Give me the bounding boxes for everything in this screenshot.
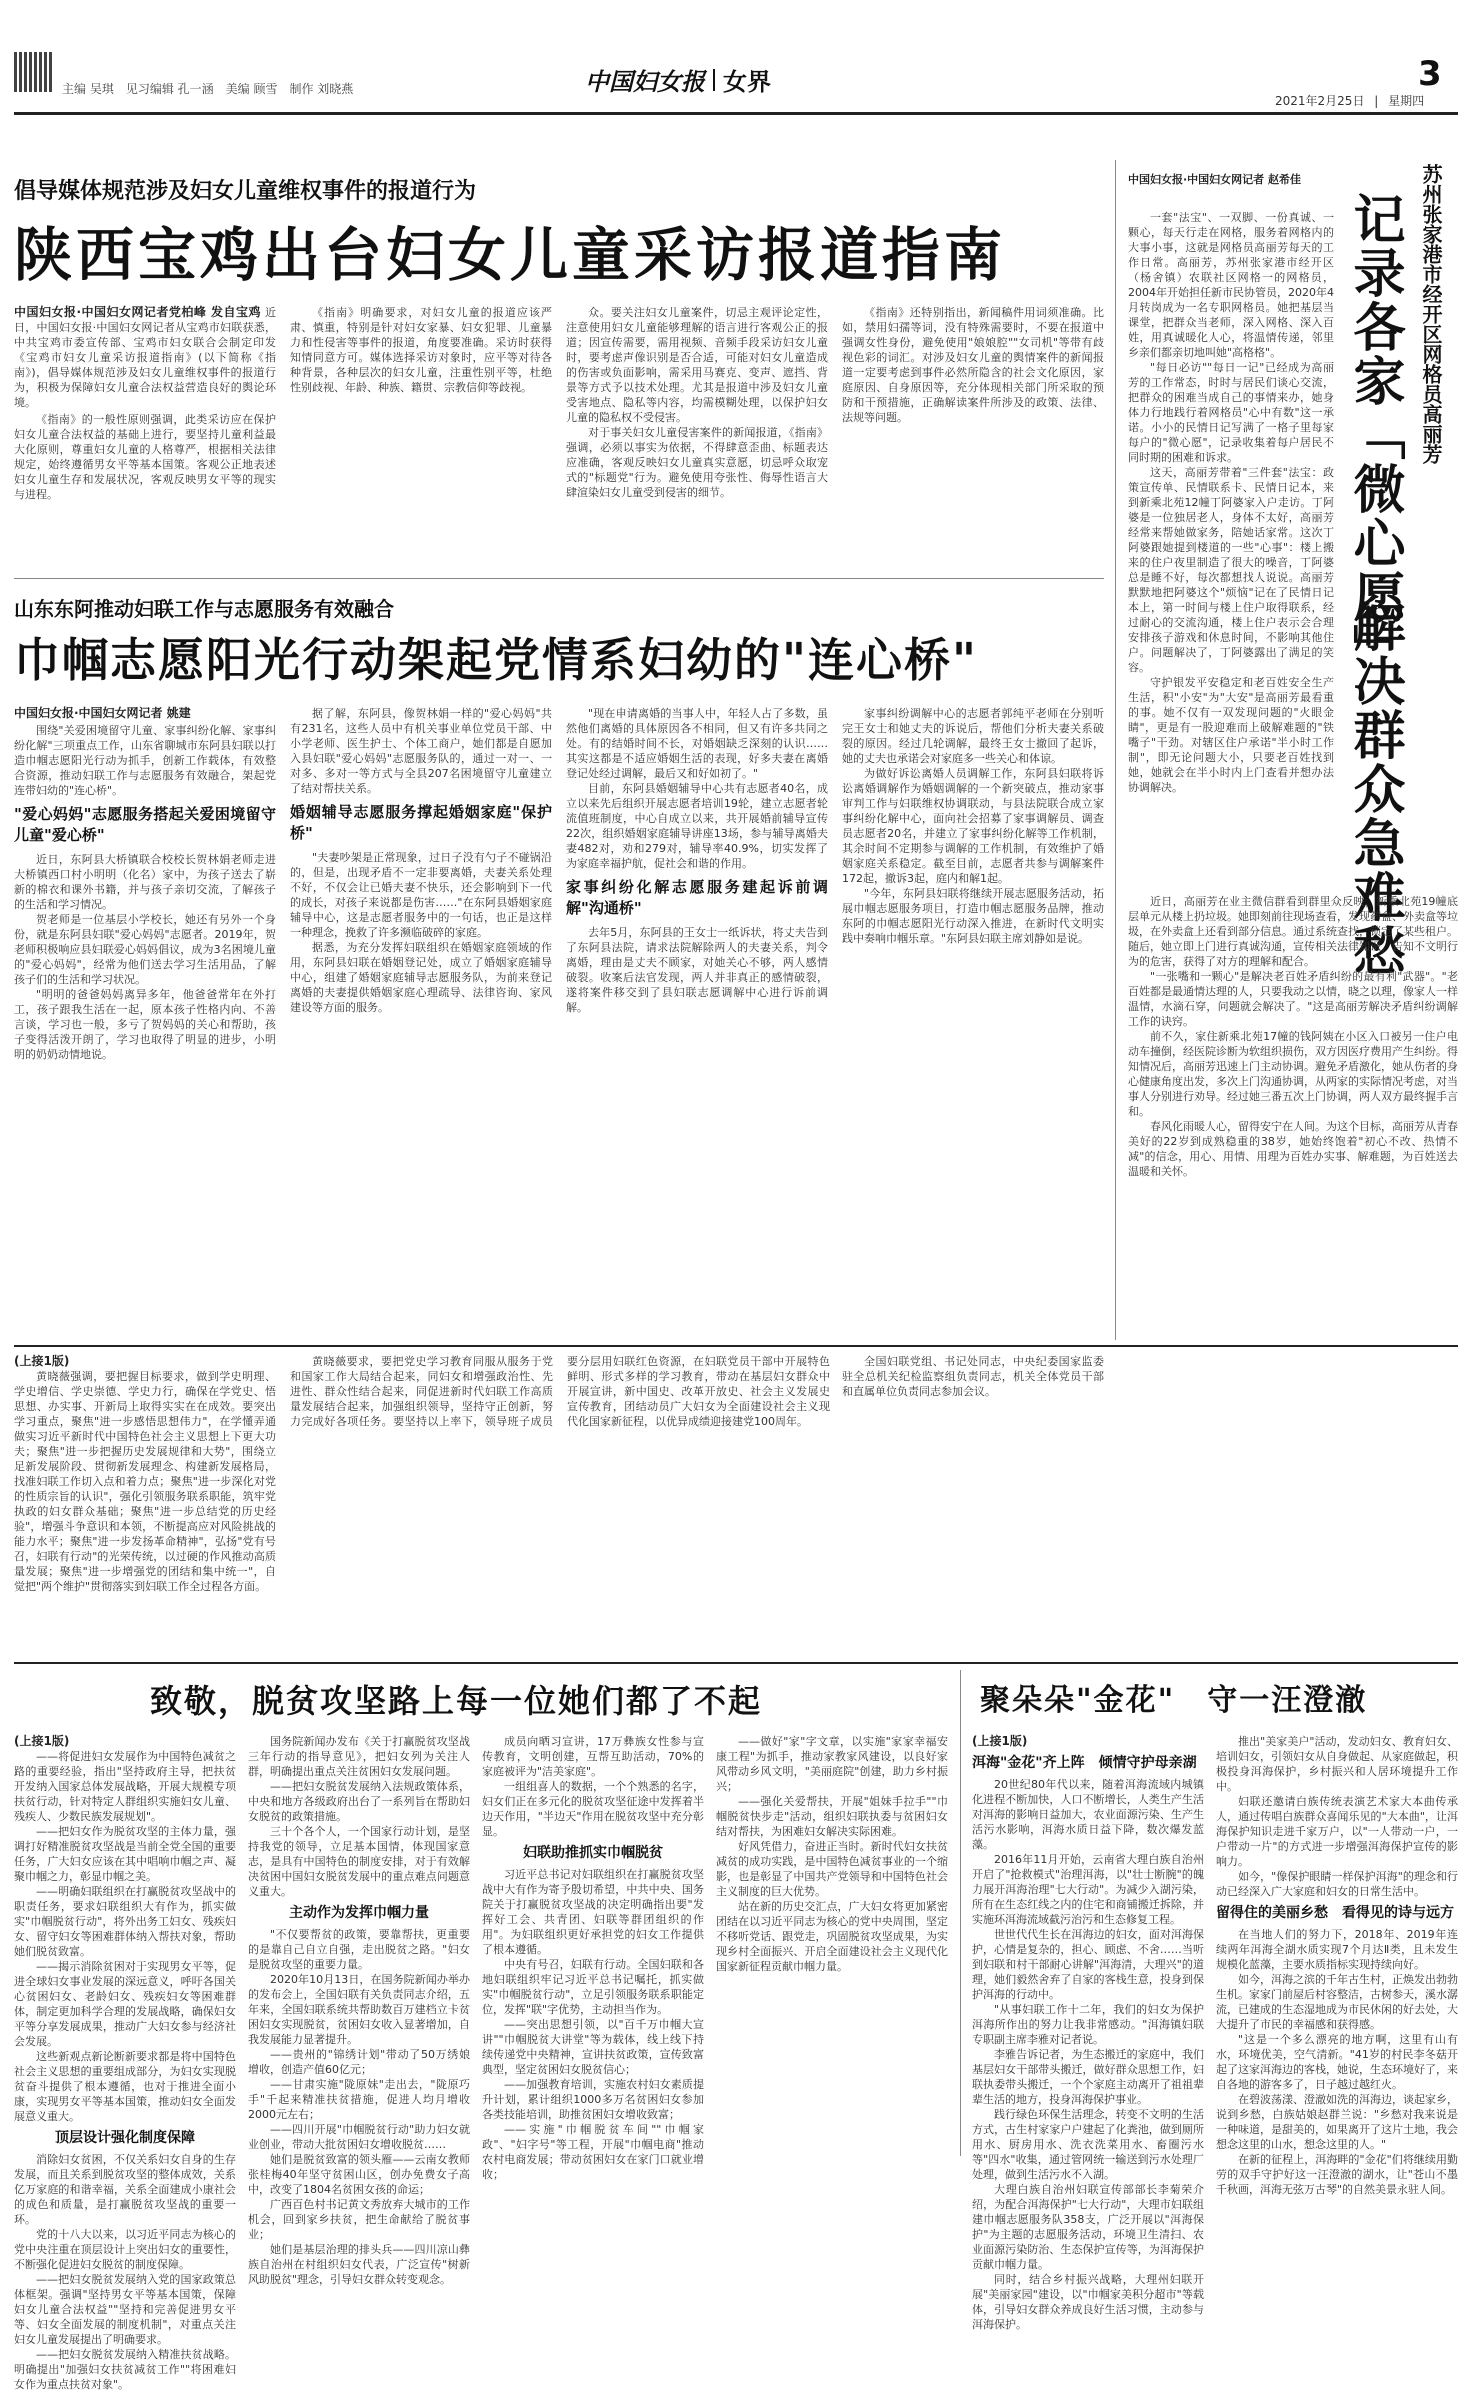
article1-col1 (14, 305, 276, 567)
sidebar-p2: "每日必访""每日一记"已经成为高丽芳的工作常态，时时与居民们谈心交流，把群众的困难当成自己的事情来办，她身体力行地践行着网格员"心中有数"这一承诺。小小的民情日记写满了一格子里每家每户的"微心愿"，记录收集着每户居民不同时期的困难和诉求。 (1128, 361, 1334, 464)
article1-kicker: 倡导媒体规范涉及妇女儿童维权事件的报道行为 (14, 179, 477, 204)
article4-p16: 在新的征程上，洱海畔的"金花"们将继续用勤劳的双手守护好这一汪澄澈的湖水，让"苍山不墨千秋画，洱海无弦万古琴"的自然美景永驻人间。 (1216, 2153, 1458, 2196)
article2-sub1: "爱心妈妈"志愿服务搭起关爱困境留守儿童"爱心桥" (14, 805, 276, 844)
article2-p5: 据了解，东阿县，像贺林娟一样的"爱心妈妈"共有231名，这些人员中有机关事业单位党员干部、中小学老师、医生护士、个体工商户，她们都是自愿加入县妇联"爱心妈妈"志愿服务队的，通过一对一、一对多、多对一等方式与全县207名困境留守儿童建立了结对帮扶关系。 (290, 707, 552, 795)
article4-p15: 在碧波荡漾、澄澈如洗的洱海边，谈起家乡，说到乡愁，白族姑娘赵群兰说："乡愁对我来说是一种味道，是甜美的，如果离开了这片土地，我会想念这里的山水，想念这里的人。" (1216, 2093, 1458, 2151)
sidebar-rule (1115, 160, 1116, 1340)
article2-p11: 家事纠纷调解中心的志愿者郭纯平老师在分别听完王女士和她丈夫的诉说后，帮他们分析夫妻关系破裂的原因。经过几轮调解，最终王女士撤回了起诉，她的丈夫也承诺会对家庭多一些关心和体谅。 (842, 707, 1104, 765)
article2-p12: 为做好诉讼离婚人员调解工作，东阿县妇联将诉讼离婚调解作为婚姻调解的一个新突破点，推动家事审判工作与妇联维权协调联动，与县法院联合成立家事纠纷化解中心，面向社会招募了家事调解员、调查员志愿者20名，并建立了家事纠纷化解等工作机制，其余时间不定期参与调解的工作机制，有效维护了婚姻家庭关系稳定。截至目前，志愿者共参与调解案件172起，撤诉3起，庭内和解1起。 (842, 767, 1104, 885)
article3-p27: ——实施"巾帼脱贫车间""巾帼家政"、"妇字号"等工程，开展"巾帼电商"推动农村电商发展；带动贫困妇女在家门口就业增收； (482, 2123, 704, 2181)
article2-sub3: 家事纠纷化解志愿服务建起诉前调解"沟通桥" (566, 878, 828, 917)
sidebar-p6: "一张嘴和一颗心"是解决老百姓矛盾纠纷的最有利"武器"。"老百姓都是最通情达理的人，只要我动之以情，晓之以理，像家人一样温情，水滴石穿，问题就会解决了。"这是高丽芳解决矛盾纠纷调解工作的诀窍。 (1128, 970, 1458, 1028)
article4-p13: 如今，洱海之滨的千年古生村，正焕发出勃勃生机。家家门前屋后村容整洁，古树参天，溪水潺流，已建成的生态湿地成为市民休闲的好去处，大大提升了市民的幸福感和获得感。 (1216, 1973, 1458, 2031)
article3-col4 (716, 1734, 948, 2156)
article2-byline: 中国妇女报·中国妇女网记者 姚建 (14, 706, 191, 720)
cont1-col3 (842, 1354, 1104, 1654)
article4-p5: 李雅告诉记者，为生态搬迁的家庭中，我们基层妇女干部带头搬迁，做好群众思想工作，妇联执委带头搬迁，一个个家庭主动离开了祖祖辈辈生活的地方，投身洱海保护事业。 (972, 2048, 1204, 2106)
article3-title: 致敬，脱贫攻坚路上每一位她们都了不起 (150, 1682, 763, 1720)
article3-p10: 国务院新闻办发布《关于打赢脱贫攻坚战三年行动的指导意见》，把妇女列为关注人群，明确提出重点关注贫困妇女发展问题。 (248, 1735, 470, 1778)
sidebar-kicker: 苏州张家港市经开区网格员高丽芳 (1419, 164, 1443, 464)
article3-p4: ——揭示消除贫困对于实现男女平等，促进全球妇女事业发展的深远意义，呼吁各国关心贫困妇女、老龄妇女、残疾妇女等困难群体，制定更加科学合理的发展战略，确保妇女平等分享发展成果，推动广大妇女参与经济社会发展。 (14, 1960, 236, 2048)
article4-p9: 推出"美家美户"活动，发动妇女、教育妇女、培训妇女，引领妇女从自身做起、从家庭做起，积极投身洱海保护，乡村振兴和人居环境提升工作中。 (1216, 1735, 1458, 1793)
article3-p21: 成员向晒习宣讲，17万彝族女性参与宣传教育，文明创建，互帮互助活动，70%的家庭被评为"洁美家庭"。 (482, 1735, 704, 1778)
header-staff: 主编 吴琪 见习编辑 孔一涵 美编 顾雪 制作 刘晓燕 (62, 82, 354, 96)
article3-p15: ——贵州的"锦绣计划"带动了50万绣娘增收，创造产值60亿元； (248, 2048, 470, 2076)
article2-p9: 目前，东阿县婚姻辅导中心共有志愿者40名，成立以来先后组织开展志愿者培训19轮，建立志愿者轮流值班制度，中心自成立以来，共开展婚前辅导宣传22次，组织婚姻家庭辅导讲座13场，参与辅导离婚夫妻482对，劝和279对，辅导率40.9%，切实发挥了为家庭幸福护航，促社会和谐的作用。 (566, 782, 828, 870)
article1-p4: 众。要关注妇女儿童案件，切忌主观评论定性，注意使用妇女儿童能够理解的语言进行客观公正的报道；因宣传需要，需用视频、音频手段采访妇女儿童时，要考虑声像识别是否合适，可能对妇女儿童造成的伤害或负面影响，需采用马赛克、变声、遮挡、背景等方式予以技术处理。尤其是报道中涉及妇女儿童受害地点、隐私等内容，均需模糊处理，以保护妇女儿童的隐私权不受侵害。 (566, 306, 828, 424)
cont1-col1 (14, 1354, 276, 1654)
article3-col2 (248, 1734, 470, 2286)
divider (14, 578, 1104, 579)
article2-p8: "现在申请离婚的当事人中，年轻人占了多数，虽然他们离婚的具体原因各不相同，但又有许多共同之处。有的结婚时间不长，对婚姻缺乏深刻的认识……其实这都是不适应婚姻生活的表现，好多夫妻在离婚登记处经过调解，最后又和好如初了。" (566, 707, 828, 780)
divider (14, 1345, 1458, 1347)
article3-p7: 党的十八大以来，以习近平同志为核心的党中央注重在顶层设计上突出妇女的重要性，不断强化促进妇女脱贫的制度保障。 (14, 2228, 236, 2271)
paper-logo (585, 62, 771, 97)
article4-sub2: 留得住的美丽乡愁 看得见的诗与远方 (1216, 1905, 1454, 1921)
article1-byline: 中国妇女报·中国妇女网记者党柏峰 发自宝鸡 (14, 305, 261, 319)
article3-p5: 这些新观点新论断新要求都是将中国特色社会主义思想的重要组成部分，为妇女实现脱贫奋斗提供了根本遵循，也对于推进全面小康，实现男女平等基本国策，推动妇女全面发展意义重大。 (14, 2050, 236, 2123)
article3-p14: 2020年10月13日，在国务院新闻办举办的发布会上，全国妇联有关负责同志介绍，五年来，全国妇联系统共帮助数百万建档立卡贫困妇女实现脱贫，贫困妇女收入显著增加，自我发展能力显著提升。 (248, 1973, 470, 2046)
article2-col3 (566, 706, 828, 1334)
article3-col1 (14, 1734, 236, 2391)
article2-p13: "今年，东阿县妇联将继续开展志愿服务活动，拓展巾帼志愿服务项目，打造巾帼志愿服务品牌，推动东阿的巾帼志愿阳光行动深入推进，在新时代文明实践中奏响巾帼乐章。"东阿县妇联主席刘静如是说。 (842, 887, 1104, 945)
cont1-label: (上接1版) (14, 1354, 70, 1368)
article3-label: (上接1版) (14, 1734, 70, 1748)
article2-p2: 近日，东阿县大桥镇联合校校长贺林娟老师走进大桥镇西口村小明明（化名）家中，为孩子送去了崭新的棉衣和课外书籍，并与孩子亲切交流，了解孩子的生活和学习情况。 (14, 853, 276, 911)
article4-label: (上接1版) (972, 1734, 1028, 1748)
article3-p1: ——将促进妇女发展作为中国特色减贫之路的重要经验，指出"坚持政府主导，把扶贫开发纳入国家总体发展战略，开展大规模专项扶贫行动，针对特定人群组织实施妇女儿童、残疾人、少数民族发展规划"。 (14, 1750, 236, 1823)
sidebar-byline: 中国妇女报·中国妇女网记者 赵希佳 (1128, 173, 1302, 186)
article3-rule (960, 1670, 961, 2156)
article4-p8: 同时，结合乡村振兴战略，大理州妇联开展"美丽家园"建设，以"巾帼家美积分超市"等载体，引导妇女群众养成良好生活习惯，主动参与洱海保护。 (972, 2273, 1204, 2331)
article3-p19: 广西百色村书记黄文秀放弃大城市的工作机会，回到家乡扶贫，把生命献给了脱贫事业； (248, 2198, 470, 2241)
sidebar-col-top (1128, 210, 1334, 890)
sidebar-p4: 守护银发平安稳定和老百姓安全生产生活，积"小安"为"大安"是高丽芳最看重的事。她不仅有一双发现问题的"火眼金睛"，更是有一股迎难而上破解难题的"铁嘴子"干劲。对辖区住户承诺"半小时工作制"，即无论问题大小，只要老百姓找到她，她就会在半小时内上门查看并想办法协调解决。 (1128, 676, 1334, 794)
article3-p9: ——把妇女脱贫发展纳入精准扶贫战略。明确提出"加强妇女扶贫减贫工作""将困难妇女作为重点扶贫对象"。 (14, 2348, 236, 2391)
sidebar-p5: 近日，高丽芳在业主微信群看到群里众反映，新乘北苑19幢底层单元从楼上扔垃圾。她即刻前往现场查看，发现药盒、外卖盒等垃圾，在外卖盒上还看到部分信息。通过系统查找，锁定了某些租户。随后，她立即上门进行真诚沟通，宣传相关法律知识，告知不文明行为的危害，获得了对方的理解和配合。 (1128, 895, 1458, 968)
article4-p3: 世世代代生长在洱海边的妇女，面对洱海保护，心情是复杂的，担心、顾虑、不舍……当听到妇联和村干部耐心讲解"洱海清，大理兴"的道理，她们毅然舍弃了自家的客栈生意，投身到保护洱海的行动中。 (972, 1928, 1204, 2001)
sidebar-p7: 前不久，家住新乘北苑17幢的钱阿姨在小区入口被另一住户电动车撞倒，经医院诊断为软组织损伤，双方因医疗费用产生纠纷。得知情况后，高丽芳迅速上门主动协调。避免矛盾激化，她从伤者的身心健康角度出发，多次上门沟通协调，从两家的实际情况考虑，对当事人分别进行劝导。经过她三番五次上门协调，两人双方最终握手言和。 (1128, 1030, 1458, 1118)
header-date: 2021年2月25日 | 星期四 (1275, 94, 1425, 108)
article1-lead: 近日，中国妇女报·中国妇女网记者从宝鸡市妇联获悉，中共宝鸡市委宣传部、宝鸡市妇女联合会制定印发《宝鸡市妇女儿童采访报道指南》(以下简称《指南》)，倡导媒体规范涉及妇女儿童维权事件的报道行为，积极为保障妇女儿童合法权益营造良好的舆论环境。 (14, 306, 276, 409)
article4-p7: 大理白族自治州妇联宣传部部长李菊荣介绍，为配合洱海保护"七大行动"，大理市妇联组建巾帼志愿服务队358支，广泛开展以"洱海保护"为主题的志愿服务活动，环境卫生清扫、农业面源污染防治、生态保护宣传等，为洱海保护贡献巾帼力量。 (972, 2183, 1204, 2271)
article3-p26: ——加强教育培训，实施农村妇女素质提升计划，累计组织1000多万名贫困妇女参加各类技能培训，助推贫困妇女增收致富； (482, 2078, 704, 2121)
article2-p3: 贺老师是一位基层小学校长，她还有另外一个身份，就是东阿县妇联"爱心妈妈"志愿者。2019年，贺老师积极响应县妇联爱心妈妈倡议，成为3名困境儿童的"爱心妈妈"，经常为他们送去学习生活用品，了解孩子们的生活和学习状况。 (14, 913, 276, 986)
article3-p29: ——强化关爱帮扶，开展"姐妹手拉手""巾帼脱贫快步走"活动，组织妇联执委与贫困妇女结对帮扶，为困难妇女解决实际困难。 (716, 1795, 948, 1838)
article3-p12: 三十个各个人，一个国家行动计划，是坚持我党的领导，立足基本国情，体现国家意志，是具有中国特色的制度安排，对于有效解决贫困中国妇女脱贫发展中的重点难点问题意义重大。 (248, 1825, 470, 1898)
article3-p23: 习近平总书记对妇联组织在打赢脱贫攻坚战中大有作为寄予殷切希望，中共中央、国务院关于打赢脱贫攻坚战的决定明确指出要"发挥好工会、共青团、妇联等群团组织的作用"。为妇联组织更好承担党的妇女工作提供了根本遵循。 (482, 1868, 704, 1956)
article4-col2 (1216, 1734, 1458, 2196)
article4-sub1: 洱海"金花"齐上阵 倾情守护母亲湖 (972, 1755, 1197, 1771)
article3-p8: ——把妇女脱贫发展纳入党的国家政策总体框架。强调"坚持男女平等基本国策，保障妇女儿童合法权益""坚持和完善促进男女平等、妇女全面发展的制度机制"，对重点关注妇女儿童发展提出了明确要求。 (14, 2273, 236, 2346)
article1-p2: 《指南》的一般性原则强调，此类采访应在保护妇女儿童合法权益的基础上进行，要坚持儿童利益最大化原则，尊重妇女儿童的人格尊严，根据相关法律规定，始终遵循男女平等基本国策。客观公正地表述妇女儿童生存和发展状况，客观反映男女平等的现实与进程。 (14, 413, 276, 501)
article1-p6: 《指南》还特别指出，新闻稿件用词须准确。比如，禁用妇孺等词，没有特殊需要时，不要在报道中强调女性身份，避免使用"娘娘腔""女司机"等带有歧视色彩的词汇。对涉及妇女儿童的舆情案件的新闻报道一定要考虑到事件必然所隐含的社会文化原因，家庭原因、自身原因等，充分体现相关部门所采取的预防和干预措施，正确解读案件所涉及的政策、法律、法规等问题。 (842, 306, 1104, 424)
sidebar-title-sub: 解决群众急难愁 (1344, 600, 1404, 978)
article1-p3: 《指南》明确要求，对妇女儿童的报道应该严肃、慎重，特别是针对妇女家暴、妇女犯罪、儿童暴力和性侵害等事件的报道，角度要准确。采访时获得知情同意方可。媒体选择采访对象时，应平等对待各种背景，各种层次的妇女儿童，注重性别平等，杜绝性别歧视、年龄、种族、籍贯、宗教信仰等歧视。 (290, 306, 552, 394)
sidebar-p1: 一套"法宝"、一双脚、一份真诚、一颗心，每天行走在网格，服务着网格内的大事小事，这就是网格员高丽芳每天的工作日常。高丽芳，苏州张家港市经开区（杨舍镇）农联社区网格一的网格员，2004年开始担任新市民协管员，2020年4月转岗成为一名专职网格员。她把基层当课堂，把群众当老师，深入网格、深入百姓，用真诚暖化人心，将温情传递，邻里乡亲们都亲切地叫她"高格格"。 (1128, 211, 1334, 359)
article3-p2: ——把妇女作为脱贫攻坚的主体力量，强调打好精准脱贫攻坚战是当前全党全国的重要任务，广大妇女应该在其中唱响巾帼之声、凝聚巾帼之力，彰显巾帼之美。 (14, 1825, 236, 1883)
article2-sub2: 婚姻辅导志愿服务撑起婚姻家庭"保护桥" (290, 803, 552, 842)
sidebar-col-bottom (1128, 894, 1458, 1334)
article3-p28: ——做好"家"字文章，以实施"家家幸福安康工程"为抓手，推动家教家风建设，以良好家风带动乡风文明，"美丽庭院"创建，助力乡村振兴； (716, 1735, 948, 1793)
article3-p25: ——突出思想引领，以"百千万巾帼大宣讲""巾帼脱贫大讲堂"等为载体，线上线下持续传递党中央精神，宣讲扶贫政策，宣传致富典型，坚定贫困妇女脱贫信心； (482, 2018, 704, 2076)
sidebar-p3: 这天，高丽芳带着"三件套"法宝：政策宣传单、民情联系卡、民情日记本，来到新乘北苑12幢丁阿婆家入户走访。丁阿婆是一位独居老人，身体不太好，高丽芳经常来帮她做家务，陪她话家常。这次丁阿婆跟她提到楼道的一些"心事"：楼上搬来的住户夜里制造了很大的噪音，丁阿婆总是睡不好，每次都想找人说说。高丽芳默默地把阿婆这个"烦恼"记在了民情日记本上，第一时间与楼上住户取得联系，经过耐心的交流沟通，楼上住户表示会合理安排孩子游戏和休息时间，不影响其他住户。问题解决了，丁阿婆露出了满足的笑容。 (1128, 466, 1334, 674)
article2-col2 (290, 706, 552, 1334)
article4-p14: "这是一个多么漂亮的地方啊，这里有山有水，环境优美，空气清新。"41岁的村民李冬菇开起了这家洱海边的客栈，她说，生态环境好了，来自各地的游客多了，日子越过越红火。 (1216, 2033, 1458, 2091)
article2-p4: "明明的爸爸妈妈离异多年，他爸爸常年在外打工，孩子跟我生活在一起，原本孩子性格内向、不善言谈，学习也一般，多亏了贺妈妈的关心和帮助，孩子变得活泼开朗了，学习也取得了明显的进步，小明明的奶奶动情地说。 (14, 988, 276, 1061)
sidebar-p8: 春风化雨暖人心，留得安宁在人间。为这个目标，高丽芳从青春美好的22岁到成熟稳重的38岁，她始终饱着"初心不改、热情不减"的信念，用心、用情、用理为百姓办实事、解难题，为百姓送去温暖和关怀。 (1128, 1120, 1458, 1178)
header-rule (14, 112, 1458, 115)
article2-p6: "夫妻吵架是正常现象，过日子没有勺子不碰锅沿的，但是，出现矛盾不一定非要离婚，夫妻关系处理不好，不仅会让已婚夫妻不快乐，还会影响到下一代的成长，对孩子来说都是伤害……"在东阿县婚姻家庭辅导中心，这是志愿者服务中的一句话，也正是这样一种理念，挽救了许多濒临破碎的家庭。 (290, 851, 552, 939)
sidebar-title-main: 记录各家「微心愿」 (1344, 192, 1404, 678)
article3-sub2: 主动作为发挥巾帼力量 (289, 1905, 429, 1921)
article3-p13: "不仅要帮贫的政策，要靠帮扶，更重要的是靠自己自立自强，走出脱贫之路。"妇女是脱贫攻坚的重要力量。 (248, 1928, 470, 1971)
article1-col3 (566, 305, 828, 567)
article3-p16: ——甘肃实施"陇原妹"走出去，"陇原巧手"千起来精准扶贫措施，促进人均月增收2000元左右； (248, 2078, 470, 2121)
cont1-p3: 全国妇联党组、书记处同志，中央纪委国家监委驻全总机关纪检监察组负责同志，机关全体党员干部和直属单位负责同志参加会议。 (842, 1355, 1104, 1398)
article3-col3 (482, 1734, 704, 2181)
article3-p30: 好风凭借力，奋进正当时。新时代妇女扶贫减贫的成功实践，是中国特色减贫事业的一个缩影，也是彰显了中国共产党领导和中国特色社会主义制度的巨大优势。 (716, 1840, 948, 1898)
article4-title: 聚朵朵"金花" 守一汪澄澈 (980, 1683, 1368, 1718)
article3-p11: ——把妇女脱贫发展纳入法规政策体系，中央和地方各级政府出台了一系列旨在帮助妇女脱贫的政策措施。 (248, 1780, 470, 1823)
paper-name: 中国妇女报 (585, 67, 705, 96)
article4-p2: 2016年11月开始，云南省大理白族自治州开启了"抢救模式"治理洱海，以"壮士断腕"的魄力展开洱海治理"七大行动"。为减少入湖污染，所有在生态红线之内的住宅和商铺搬迁拆除，并实施环洱海流域截污治污和生态修复工程。 (972, 1853, 1204, 1926)
article4-p1: 20世纪80年代以来，随着洱海流域内城镇化进程不断加快，人口不断增长，人类生产生活对洱海的影响日益加大，农业面源污染、生产生活污水影响，洱海水质日益下降，数次爆发蓝藻。 (972, 1778, 1204, 1851)
article2-col4 (842, 706, 1104, 1334)
article2-col1 (14, 706, 276, 1334)
article4-col1 (972, 1734, 1204, 2331)
date-text: 2021年2月25日 (1275, 94, 1365, 108)
page-number: 3 (1418, 54, 1442, 94)
divider (14, 1662, 1458, 1664)
article3-p20: 她们是基层治理的排头兵——四川凉山彝族自治州在村组织妇女代表，广泛宣传"树新风助脱贫"理念，引导妇女群众转变观念。 (248, 2243, 470, 2286)
article1-p5: 对于事关妇女儿童侵害案件的新闻报道，《指南》强调，必须以事实为依据，不得肆意歪曲、标题表达应准确，客观反映妇女儿童真实意愿，切忌呼众取宠式的"标题党"行为。避免使用夸张性、侮辱性语言大肆渲染妇女儿童受到侵害的细节。 (566, 426, 828, 499)
article3-sub3: 妇联助推抓实巾帼脱贫 (523, 1845, 663, 1861)
article2-title: 巾帼志愿阳光行动架起党情系妇幼的"连心桥" (14, 633, 978, 687)
article3-p6: 消除妇女贫困，不仅关系妇女自身的生存发展，而且关系到脱贫攻坚的整体成效，关系亿万家庭的和谐幸福，关系全面建成小康社会的成色和质量，是打赢脱贫攻坚战的重要一环。 (14, 2153, 236, 2226)
weekday-text: 星期四 (1388, 94, 1425, 108)
article1-col4 (842, 305, 1104, 567)
cont1-col2 (290, 1354, 830, 1654)
article2-lead: 围绕"关爱困境留守儿童、家事纠纷化解、家事纠纷化解"三项重点工作，山东省聊城市东阿县妇联以打造巾帼志愿阳光行动为抓手，创新工作载体，有效整合资源，推动妇联工作与志愿服务有效融合，架起党连带妇幼的"连心桥"。 (14, 724, 276, 797)
article3-p24: 中央有号召，妇联有行动。全国妇联和各地妇联组织牢记习近平总书记嘱托，抓实做实"巾帼脱贫行动"，立足引领服务联系职能定位，发挥"联"字优势，主动担当作为。 (482, 1958, 704, 2016)
article2-kicker: 山东东阿推动妇联工作与志愿服务有效融合 (14, 597, 394, 621)
article3-p31: 站在新的历史交汇点，广大妇女将更加紧密团结在以习近平同志为核心的党中央周围，坚定不移听党话、跟党走，巩固脱贫攻坚成果，为实现乡村全面振兴、开启全面建设社会主义现代化国家新征程贡献巾帼力量。 (716, 1900, 948, 1973)
section-name: 女界 (723, 68, 771, 96)
article4-p4: "从事妇联工作十二年，我们的妇女为保护洱海所作出的努力让我非常感动。"洱海镇妇联专职副主席李雅对记者说。 (972, 2003, 1204, 2046)
article3-p18: 她们是脱贫致富的领头雁——云南女教师张桂梅40年坚守贫困山区，创办免费女子高中，改变了1804名贫困女孩的命运； (248, 2153, 470, 2196)
article4-p10: 妇联还邀请白族传统表演艺术家大本曲传承人，通过传唱白族群众喜闻乐见的"大本曲"，让洱海保护知识走进千家万户，以"一人带动一户，一户带动一片"的方式进一步增强洱海保护宣传的影响力。 (1216, 1795, 1458, 1868)
qr-code (14, 52, 54, 92)
article4-p12: 在当地人们的努力下，2018年、2019年连续两年洱海全湖水质实现7个月达Ⅱ类，且未发生规模化蓝藻，主要水质指标实现持续向好。 (1216, 1928, 1458, 1971)
article1-title: 陕西宝鸡出台妇女儿童采访报道指南 (14, 221, 1007, 289)
article3-p17: ——四川开展"巾帼脱贫行动"助力妇女就业创业，带动大批贫困妇女增收脱贫…… (248, 2123, 470, 2151)
article3-sub1: 顶层设计强化制度保障 (55, 2130, 195, 2146)
article3-p3: ——明确妇联组织在打赢脱贫攻坚战中的职责任务，要求妇联组织大有作为，抓实做实"巾帼脱贫行动"，将外出务工妇女、残疾妇女、留守妇女等困难群体纳入帮扶对象，帮助她们脱贫致富。 (14, 1885, 236, 1958)
article3-p22: 一组组喜人的数据，一个个熟悉的名字，妇女们正在多元化的脱贫攻坚征途中发挥着半边天作用，"半边天"作用在脱贫攻坚中充分彰显。 (482, 1780, 704, 1838)
cont1-p1: 黄晓薇强调，要把握目标要求，做到学史明理、学史增信、学史崇德、学史力行，确保在学党史、悟思想、办实事、开新局上取得实实在在成效。要突出学习重点，聚焦"进一步感悟思想伟力"，在学懂弄通做实习近平新时代中国特色社会主义思想上下更大功夫；聚焦"进一步把握历史发展规律和大势"，围绕立足新发展阶段、贯彻新发展理念、构建新发展格局，找准妇联工作切入点和着力点；聚焦"进一步深化对党的性质宗旨的认识"，强化引领服务联系职能，筑牢党执政的妇女群众基础；聚焦"进一步总结党的历史经验"，增强斗争意识和本领，不断提高应对风险挑战的能力水平；聚焦"进一步发扬革命精神"，弘扬"党有号召，妇联有行动"的光荣传统，以过硬的作风推动高质量发展；聚焦"进一步增强党的团结和集中统一"，自觉把"两个维护"贯彻落实到妇联工作全过程各方面。 (14, 1370, 276, 1593)
article2-p7: 据悉，为充分发挥妇联组织在婚姻家庭领域的作用，东阿县妇联在婚姻登记处，成立了婚姻家庭辅导中心，组建了婚姻家庭辅导志愿服务队，为前来登记离婚的夫妻提供婚姻家庭心理疏导、法律咨询、家风建设等方面的服务。 (290, 941, 552, 1014)
article4-p11: 如今，"像保护眼睛一样保护洱海"的理念和行动已经深入广大家庭和妇女的日常生活中。 (1216, 1870, 1458, 1898)
article1-col2 (290, 305, 552, 567)
article2-p10: 去年5月，东阿县的王女士一纸诉状，将丈夫告到了东阿县法院，请求法院解除两人的夫妻关系，判令离婚，理由是丈夫不顾家，对她关心不够，两人感情破裂。收案后法官发现，两人并非真正的感情破裂，遂将案件移交到了县妇联志愿调解中心进行诉前调解。 (566, 926, 828, 1014)
cont1-p2: 黄晓薇要求，要把党史学习教育同服从服务于党和国家工作大局结合起来，同妇女和增强政治性、先进性、群众性结合起来，同促进新时代妇联工作高质量发展结合起来，加强组织领导，坚持守正创新，努力完成好各项任务。要坚持以上率下，领导班子成员要分层用妇联红色资源，在妇联党员干部中开展特色鲜明、形式多样的学习教育，带动在基层妇女群众中开展宣讲，新中国史、改革开放史、社会主义发展史宣传教育，团结动员广大妇女为全面建设社会主义现代化国家新征程，以优异成绩迎接建党100周年。 (290, 1355, 830, 1428)
article4-p6: 践行绿色环保生活理念，转变不文明的生活方式，古生村家家户户建起了化粪池，做到厕所用水、厨房用水、洗衣洗菜用水、畜圈污水等"四水"收集，通过管网统一输送到污水处理厂处理，做到生活污水不入湖。 (972, 2108, 1204, 2181)
